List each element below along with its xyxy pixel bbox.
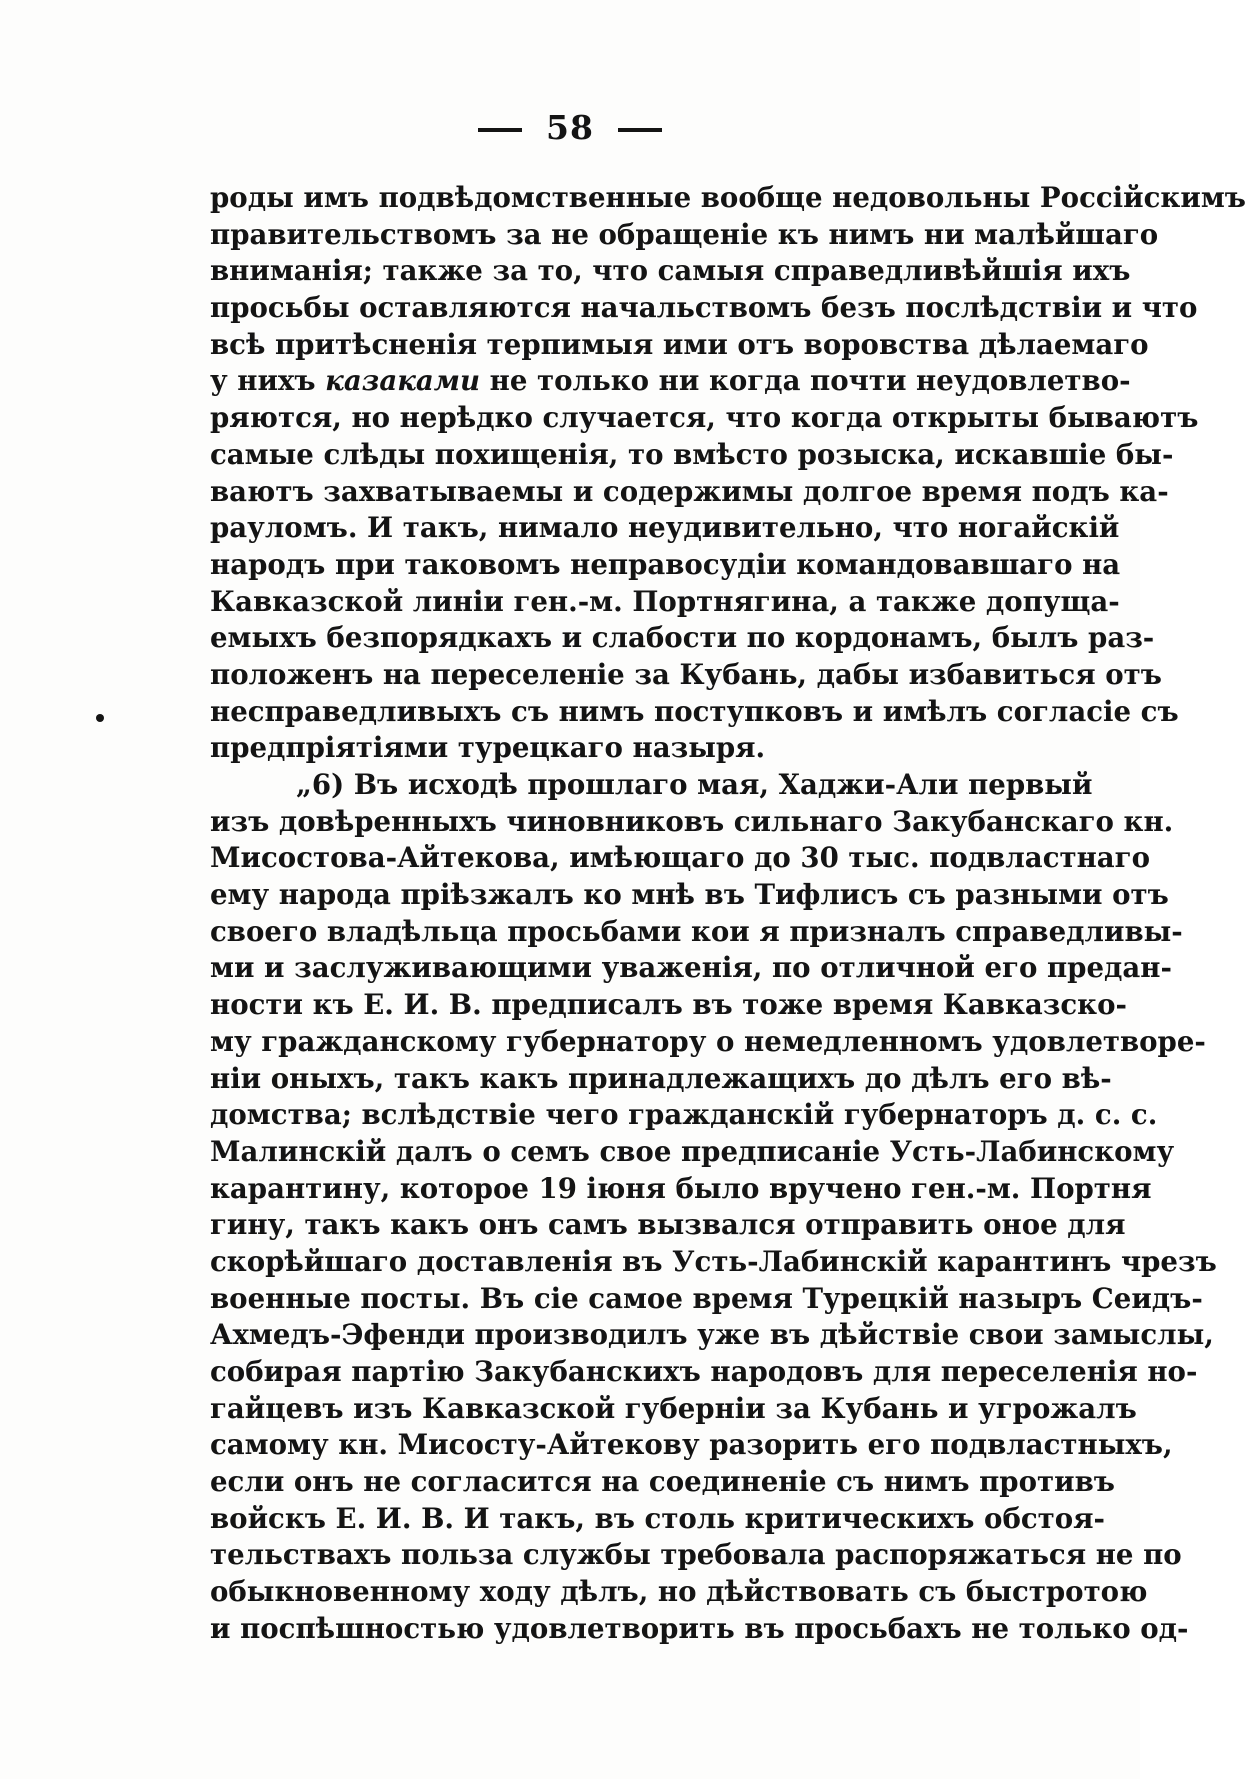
text-line: ему народа пріѣзжалъ ко мнѣ въ Тифлисъ съ разными отъ <box>210 878 1169 912</box>
text-line: Кавказской линіи ген.-м. Портнягина, а также допуща- <box>210 584 1120 618</box>
text-line: ніи оныхъ, такъ какъ принадлежащихъ до дѣлъ его вѣ- <box>210 1061 1112 1095</box>
page-number-value: 58 <box>546 108 594 147</box>
text-line: ности къ Е. И. В. предписалъ въ тоже время Кавказско- <box>210 988 1127 1022</box>
text-line: гайцевъ изъ Кавказской губерніи за Кубань и угрожалъ <box>210 1391 1137 1425</box>
text-line: Мисостова-Айтекова, имѣющаго до 30 тыс. подвластнаго <box>210 841 1150 875</box>
text-line: Ахмедъ-Эфенди производилъ уже въ дѣйствіе свои замыслы, <box>210 1318 1214 1352</box>
left-dash-ornament <box>478 128 522 132</box>
text-line: роды имъ подвѣдомственные вообще недовольны Россійскимъ <box>210 181 1246 214</box>
text-line: своего владѣльца просьбами кои я призналъ справедливы- <box>210 914 1183 948</box>
text-line: ваютъ захватываемы и содержимы долгое время подъ ка- <box>210 474 1169 508</box>
text-line: скорѣйшаго доставленія въ Усть-Лабинскій карантинъ чрезъ <box>210 1244 1217 1278</box>
text-line: если онъ не согласится на соединеніе съ нимъ противъ <box>210 1465 1115 1499</box>
text-line: собирая партію Закубанскихъ народовъ для переселенія но- <box>210 1355 1198 1388</box>
text-line: правительствомъ за не обращеніе къ нимъ ни малѣйшаго <box>210 217 1159 251</box>
text-line: емыхъ безпорядкахъ и слабости по кордонамъ, былъ раз- <box>210 621 1155 655</box>
text-line: Малинскій далъ о семъ свое предписаніе Усть-Лабинскому <box>210 1134 1175 1168</box>
text-line: обыкновенному ходу дѣлъ, но дѣйствовать съ быстротою <box>210 1575 1148 1609</box>
text-line: гину, такъ какъ онъ самъ вызвался отправить оное для <box>210 1208 1126 1242</box>
text-line: положенъ на переселеніе за Кубань, дабы избавиться отъ <box>210 657 1162 691</box>
text-line: рауломъ. И такъ, нимало неудивительно, что ногайскій <box>210 511 1120 545</box>
text-line: самые слѣды похищенія, то вмѣсто розыска, искавшіе бы- <box>210 437 1174 471</box>
text-line: изъ довѣренныхъ чиновниковъ сильнаго Закубанскаго кн. <box>210 804 1174 838</box>
text-line: войскъ Е. И. В. И такъ, въ столь критическихъ обстоя- <box>210 1501 1105 1535</box>
text-line-with-italic: у нихъ казаками не только ни когда почти неудовлетво- <box>210 364 1131 398</box>
text-line: военные посты. Въ сіе самое время Турецкій назыръ Сеидъ- <box>210 1281 1203 1315</box>
right-dash-ornament <box>618 128 662 132</box>
text-line: ряются, но нерѣдко случается, что когда открыты бываютъ <box>210 401 1199 435</box>
page-number <box>0 108 1140 147</box>
margin-ink-dot <box>96 714 104 722</box>
text-line: народъ при таковомъ неправосудіи командовавшаго на <box>210 547 1121 581</box>
text-line: самому кн. Мисосту-Айтекову разорить его подвластныхъ, <box>210 1428 1173 1462</box>
text-line: несправедливыхъ съ нимъ поступковъ и имѣлъ согласіе съ <box>210 694 1179 728</box>
text-line: му гражданскому губернатору о немедленномъ удовлетворе- <box>210 1024 1206 1058</box>
text-line: тельствахъ польза службы требовала распоряжаться не по <box>210 1538 1182 1572</box>
text-line: вниманія; также за то, что самыя справедливѣйшія ихъ <box>210 254 1131 288</box>
text-line: всѣ притѣсненія терпимыя ими отъ воровства дѣлаемаго <box>210 327 1149 361</box>
body-text <box>210 180 1246 1648</box>
text-line: карантину, которое 19 іюня было вручено ген.-м. Портня <box>210 1171 1152 1205</box>
text-line-paragraph-end: предпріятіями турецкаго назыря. <box>210 731 766 765</box>
text-line-paragraph-start: „6) Въ исходѣ прошлаго мая, Хаджи-Али первый <box>296 768 1093 801</box>
text-line: домства; вслѣдствіе чего гражданскій губернаторъ д. с. с. <box>210 1098 1158 1132</box>
text-line: ми и заслуживающими уваженія, по отличной его предан- <box>210 951 1172 985</box>
text-line: и поспѣшностью удовлетворить въ просьбахъ не только од- <box>210 1611 1189 1645</box>
text-line: просьбы оставляются начальствомъ безъ послѣдствіи и что <box>210 291 1198 325</box>
italic-emphasis: казаками <box>325 364 481 398</box>
